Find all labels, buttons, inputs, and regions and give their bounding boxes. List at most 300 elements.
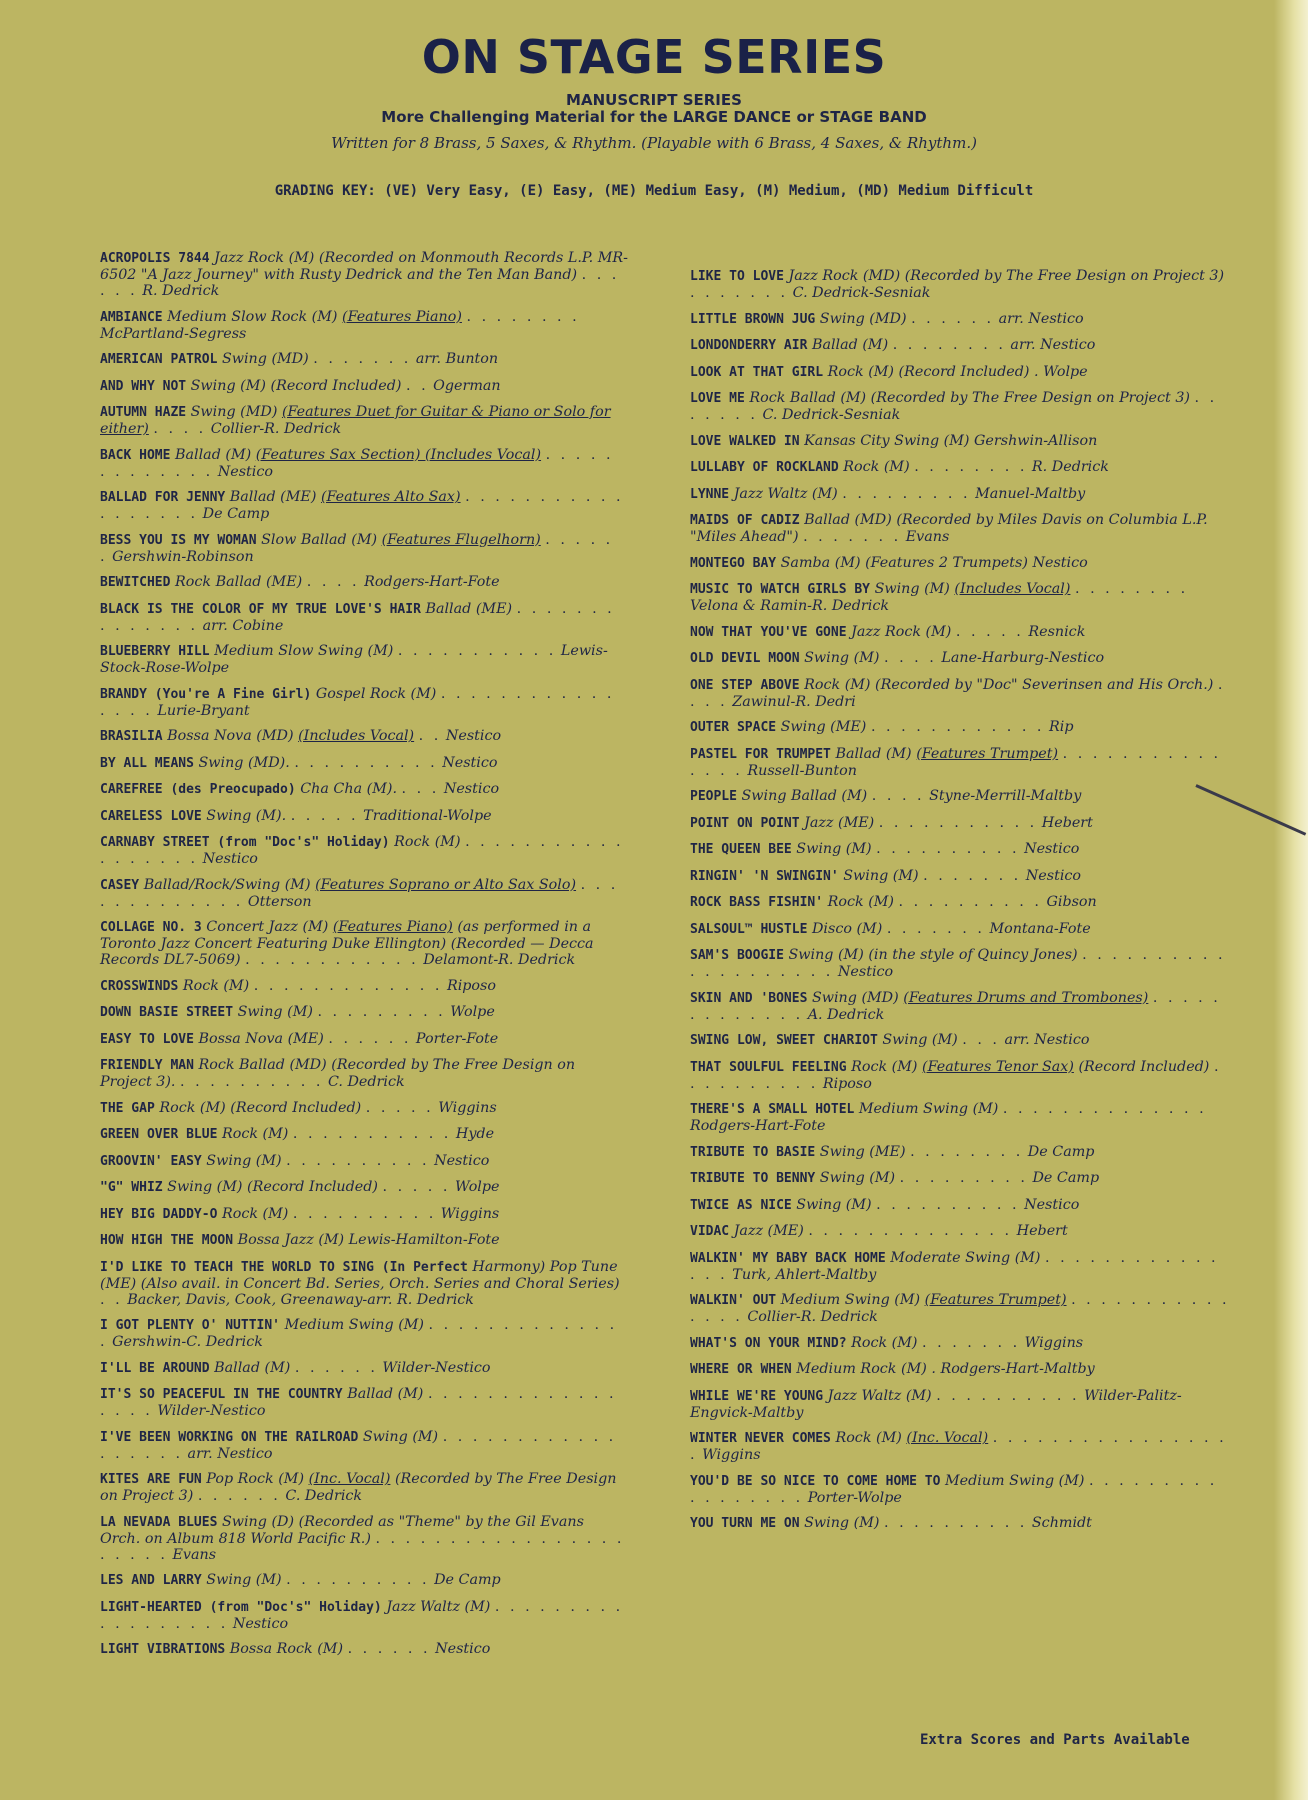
catalog-entry [690, 1430, 1230, 1463]
entry-style: Jazz Waltz (M) [733, 485, 838, 502]
entry-composer: Manuel-Maltby [975, 485, 1086, 502]
catalog-entry [690, 719, 1230, 736]
entry-composer: Lane-Harburg-Nestico [941, 650, 1105, 666]
entry-composer: Wilder-Nestico [382, 1359, 491, 1376]
entry-leader: . . . . . . . . . . . . [245, 952, 419, 968]
catalog-entry [690, 1473, 1230, 1506]
entry-leader: . . . . . . . . . . . . . . . [690, 745, 1222, 779]
entry-style: Ballad (M) [347, 1386, 424, 1402]
entry-style: Jazz Rock (M) (Recorded on Monmouth Records L.P. MR-6502 "A Jazz Journey" with Rusty Dedrick and the Ten Man Band) [100, 250, 628, 283]
entry-title: LITTLE BROWN JUG [690, 311, 816, 327]
entry-composer: Riposo [446, 977, 496, 994]
catalog-entry [690, 311, 1230, 328]
entry-title: LES AND LARRY [100, 1573, 202, 1588]
entry-style: Swing (MD). [198, 754, 290, 771]
entry-leader: . . . . . . . . . . . [878, 814, 1038, 831]
entry-feature: (Features Piano) [342, 308, 462, 325]
entry-leader: . . . . . . . . . . [876, 841, 1020, 857]
entry-leader: . . . . [306, 574, 360, 590]
entry-leader: . . . . . . . . . . [292, 1205, 437, 1222]
entry-composer: Delamont-R. Dedrick [423, 952, 576, 968]
entry-composer: Porter-Wolpe [807, 1489, 902, 1506]
entry-feature: (Features Drums and Trombones) [903, 989, 1149, 1006]
catalog-entry [100, 1100, 628, 1117]
catalog-entry [690, 921, 1230, 938]
entry-leader: . . . . . . [100, 267, 620, 299]
entry-title: WHILE WE'RE YOUNG [690, 1388, 824, 1404]
entry-composer: Hebert [1016, 1223, 1068, 1239]
catalog-entry [690, 364, 1230, 381]
entry-style: Swing (M) [804, 1515, 880, 1531]
entry-style: Swing (M) [206, 1572, 282, 1588]
entry-style: Swing (M) [874, 581, 950, 597]
catalog-entry [690, 1223, 1230, 1240]
entry-leader: . . . . . . . . . . . . . . [808, 1223, 1013, 1239]
entry-composer: Zawinul-R. Dedri [732, 693, 856, 710]
entry-title: LIGHT-HEARTED (from "Doc's" Holiday) [100, 1599, 382, 1615]
entry-composer: Nestico [442, 754, 498, 771]
entry-composer: De Camp [434, 1572, 501, 1588]
entry-feature: (Inc. Vocal) [308, 1471, 391, 1487]
entry-leader: . . . . . . . . . . [180, 1074, 324, 1090]
entry-title: TWICE AS NICE [690, 1197, 792, 1213]
entry-leader: . . . . . . . . . . . . . . . . . . [100, 1428, 617, 1462]
entry-title: AND WHY NOT [100, 378, 187, 394]
entry-leader: . . . . . . . . . . . . . . . . . . [100, 489, 624, 522]
entry-feature: (Features Soprano or Alto Sax Solo) [315, 876, 577, 893]
entry-title: SAM'S BOOGIE [690, 948, 784, 963]
entry-title: LIKE TO LOVE [690, 269, 784, 284]
entry-style: Slow Ballad (M) [261, 531, 378, 548]
entry-title: WALKIN' OUT [690, 1293, 777, 1308]
entry-title: HOW HIGH THE MOON [100, 1233, 234, 1248]
entry-leader: . . . . . . . . [914, 459, 1028, 475]
entry-style: Swing (M) [206, 1152, 282, 1169]
catalog-entry [690, 947, 1230, 980]
entry-leader: . . . . . . . . . . . . . . . . [100, 685, 615, 719]
entry-composer: Rip [1049, 719, 1074, 735]
entry-title: TRIBUTE TO BENNY [690, 1171, 816, 1186]
entry-leader: . . . . . . . . . . . . . . . . . [690, 1472, 1218, 1506]
catalog-entry [100, 250, 628, 299]
catalog-entry [100, 404, 628, 437]
entry-leader: . . . . . . . . [910, 1143, 1024, 1160]
entry-composer: A. Dedrick [807, 1006, 885, 1023]
catalog-entry [100, 574, 628, 591]
entry-composer: Turk, Ahlert-Maltby [732, 1266, 877, 1283]
entry-composer: C. Dedrick-Sesniak [792, 285, 931, 301]
entry-style: Moderate Swing (M) [890, 1249, 1041, 1266]
entry-feature: (Features Trumpet) [916, 745, 1059, 762]
entry-leader: . . . . . . . . . . . . . [100, 446, 614, 480]
entry-title: GROOVIN' EASY [100, 1153, 202, 1169]
entry-title: YOU TURN ME ON [690, 1516, 800, 1531]
entry-style: Ballad (ME) [229, 489, 317, 505]
entry-title: POINT ON POINT [690, 815, 800, 831]
entry-style: Jazz Rock (MD) (Recorded by The Free Design on Project 3) [788, 268, 1225, 284]
entry-leader: . . . . . . . . [1074, 581, 1189, 597]
entry-leader: . . . . . . . . . . [286, 1152, 430, 1169]
catalog-entry [100, 1031, 628, 1048]
entry-style: Swing (M) [362, 1428, 439, 1445]
catalog-entry [100, 755, 628, 772]
entry-leader: . . . . . . . [803, 529, 902, 545]
entry-composer: De Camp [202, 506, 270, 522]
entry-feature: (Includes Vocal) [298, 728, 415, 744]
catalog-entry [100, 978, 628, 995]
entry-leader: . . . . . . . . . . . . . [253, 977, 443, 994]
entry-leader: . . . . . . . [922, 1334, 1021, 1351]
entry-composer: Nestico [1024, 841, 1080, 857]
entry-style: Ballad (MD) (Recorded by Miles Davis on Columbia L.P. "Miles Ahead") [690, 512, 1208, 545]
entry-note: (as performed in a Toronto Jazz Concert Featuring Duke Ellington) (Recorded — Decca Records DL7-5069) [100, 919, 594, 968]
entry-leader: . . . . . . . . . . . . . . [100, 600, 615, 634]
entry-leader: . . . . . . . . . . [294, 754, 438, 771]
entry-style: Swing (ME) [819, 1143, 906, 1160]
catalog-entry [100, 351, 628, 368]
entry-title: BESS YOU IS MY WOMAN [100, 532, 257, 548]
entry-title: TRIBUTE TO BASIE [690, 1144, 816, 1160]
entry-style: Bossa Rock (M) [229, 1641, 344, 1657]
entry-composer: Wiggins [438, 1099, 497, 1116]
entry-style: Medium Swing (M) [284, 1317, 424, 1333]
entry-leader: . . . . . . . . . . . . . . . [690, 1292, 1230, 1325]
entry-feature: (Features Tenor Sax) [922, 1058, 1074, 1075]
entry-title: ACROPOLIS 7844 [100, 251, 210, 266]
entry-title: AUTUMN HAZE [100, 405, 187, 420]
entry-composer: Lurie-Bryant [157, 702, 250, 719]
entry-note: (Recorded by The Free Design on Project 3) [100, 1471, 617, 1504]
catalog-entry [690, 1059, 1230, 1092]
entry-composer: R. Dedrick [1031, 459, 1109, 475]
entry-leader: . . . . . . . . . . . . . . . . . . . . . . [100, 1530, 625, 1563]
entry-title: WHAT'S ON YOUR MIND? [690, 1335, 847, 1351]
series-subtitle: MANUSCRIPT SERIES [566, 91, 742, 109]
entry-composer: De Camp [1027, 1143, 1095, 1160]
catalog-entry [100, 808, 628, 825]
entry-leader: . . . . . . . [690, 285, 789, 301]
entry-style: Medium Swing (M) [945, 1472, 1085, 1489]
entry-composer: C. Dedrick [327, 1074, 405, 1090]
entry-leader: . . . . . . . . . . [936, 1387, 1080, 1404]
catalog-entry [690, 1144, 1230, 1161]
entry-composer: Wolpe [1043, 363, 1088, 380]
catalog-entry [690, 390, 1230, 423]
entry-title: CARNABY STREET (from "Doc's" Holiday) [100, 835, 390, 850]
entry-composer: McPartland-Segress [100, 325, 247, 342]
entry-composer: Ogerman [433, 377, 501, 394]
catalog-entry [100, 1514, 628, 1563]
left-column [100, 250, 628, 1668]
entry-feature: (Inc. Vocal) [906, 1430, 989, 1446]
entry-title: AMERICAN PATROL [100, 352, 218, 367]
catalog-entry [690, 815, 1230, 832]
entry-feature: (Includes Vocal) [954, 581, 1071, 597]
entry-title: CARELESS LOVE [100, 808, 202, 824]
entry-composer: Nestico [1024, 1196, 1080, 1213]
entry-title: BALLAD FOR JENNY [100, 490, 226, 505]
entry-leader: . . . . . . [911, 310, 995, 327]
entry-composer: Backer, Davis, Cook, Greenaway-arr. R. Dedrick [127, 1291, 474, 1308]
entry-composer: Lewis-Stock-Rose-Wolpe [100, 643, 608, 676]
catalog-entry [690, 990, 1230, 1023]
entry-composer: Collier-R. Dedrick [210, 421, 342, 437]
entry-title: WINTER NEVER COMES [690, 1431, 831, 1446]
entry-leader: . . . . . . . . . . . . . . . . . [690, 1430, 1227, 1463]
entry-title: GREEN OVER BLUE [100, 1127, 218, 1142]
entry-style: Swing (M) [843, 867, 919, 884]
catalog-entry [690, 581, 1230, 614]
entry-leader: . . . . . . . . . . . . . . [100, 1317, 618, 1350]
entry-title: DOWN BASIE STREET [100, 1005, 234, 1020]
entry-style: Swing (MD) [811, 989, 899, 1006]
entry-composer: Styne-Merrill-Maltby [929, 788, 1082, 804]
entry-title: AMBIANCE [100, 309, 163, 325]
entry-leader: . . . . . . . . . . . . . . . . . . [100, 1598, 624, 1632]
entry-leader: . . . . . . . [886, 920, 985, 937]
entry-composer: Gershwin-Robinson [112, 548, 254, 565]
entry-feature: (Features Sax Section) (Includes Vocal) [255, 446, 542, 463]
entry-composer: Russell-Bunton [747, 762, 857, 779]
catalog-entry [690, 1250, 1230, 1283]
entry-composer: Nestico [445, 728, 502, 744]
catalog-entry [100, 877, 628, 910]
entry-composer: Lewis-Hamilton-Fote [348, 1232, 500, 1248]
entry-style: Rock (M) [182, 977, 250, 994]
entry-style: Jazz Waltz (M) [386, 1598, 491, 1615]
entry-leader: . . . . . . [100, 531, 614, 565]
entry-composer: Wolpe [454, 1179, 500, 1195]
entry-leader: . . . [962, 1032, 1000, 1048]
entry-style: Swing (M) [237, 1004, 313, 1020]
catalog-entry [100, 1572, 628, 1589]
catalog-entry [690, 1197, 1230, 1214]
entry-composer: Wilder-Nestico [157, 1403, 266, 1419]
entry-composer: R. Dedrick [142, 283, 220, 299]
entry-composer: Nestico [202, 851, 258, 867]
entry-leader: . . . . . . [197, 1488, 281, 1504]
entry-feature: (Features Flugelhorn) [381, 531, 541, 548]
entry-title: LOVE WALKED IN [690, 433, 800, 449]
entry-title: THE GAP [100, 1100, 155, 1116]
catalog-entry [690, 746, 1230, 779]
entry-title: OUTER SPACE [690, 720, 777, 735]
entry-title: HEY BIG DADDY-O [100, 1206, 218, 1222]
entry-composer: Rodgers-Hart-Fote [364, 574, 500, 590]
entry-composer: arr. Nestico [187, 1445, 273, 1462]
entry-title: IT'S SO PEACEFUL IN THE COUNTRY [100, 1387, 343, 1402]
catalog-entry [690, 677, 1230, 710]
entry-style: Bossa Jazz (M) [237, 1232, 345, 1248]
entry-style: Harmony) Pop Tune (ME) (Also avail. in Concert Bd. Series, Orch. Series and Choral Series) [100, 1258, 620, 1292]
entry-style: Bossa Nova (MD) [167, 728, 294, 744]
catalog-entry [100, 378, 628, 395]
entry-title: THAT SOULFUL FEELING [690, 1059, 847, 1075]
entry-style: Rock (M) [221, 1126, 289, 1142]
entry-title: BRASILIA [100, 729, 163, 744]
entry-style: Swing (M) [882, 1032, 958, 1048]
entry-style: Kansas City Swing (M) [804, 432, 970, 449]
entry-leader: . . . . . . [347, 1641, 431, 1657]
entry-leader: . . . . . [382, 1179, 451, 1195]
entry-title: LYNNE [690, 486, 730, 502]
entry-leader: . . [418, 728, 442, 744]
entry-leader: . . . . . [955, 623, 1024, 640]
entry-title: I GOT PLENTY O' NUTTIN' [100, 1318, 281, 1333]
entry-composer: Wiggins [440, 1205, 500, 1222]
series-description: More Challenging Material for the LARGE DANCE or STAGE BAND [381, 108, 927, 126]
catalog-entry [690, 512, 1230, 545]
catalog-entry [690, 1170, 1230, 1187]
entry-composer: Wilder-Palitz-Engvick-Maltby [690, 1387, 1182, 1421]
right-column [690, 268, 1230, 1542]
entry-style: Medium Slow Swing (M) [214, 643, 394, 659]
entry-note: (Record Included) [1078, 1058, 1210, 1075]
entry-style: Rock (M) (Record Included) . [827, 363, 1039, 380]
catalog-entry [100, 1232, 628, 1249]
catalog-entry [100, 1386, 628, 1419]
entry-style: Medium Rock (M) . [796, 1361, 936, 1377]
entry-composer: C. Dedrick [285, 1488, 363, 1504]
entry-composer: Traditional-Wolpe [363, 807, 492, 824]
entry-composer: C. Dedrick-Sesniak [762, 407, 901, 423]
entry-title: EASY TO LOVE [100, 1031, 194, 1047]
entry-composer: Nestico [435, 1641, 491, 1657]
entry-style: Rock Ballad (M) (Recorded by The Free Design on Project 3) [749, 390, 1190, 406]
catalog-entry [690, 1361, 1230, 1378]
entry-style: Disco (M) [811, 920, 883, 937]
catalog-entry [690, 624, 1230, 641]
entry-composer: Nestico [443, 781, 500, 797]
entry-title: THERE'S A SMALL HOTEL [690, 1102, 855, 1117]
catalog-entry [100, 1317, 628, 1350]
entry-leader: . . . . . . . [923, 867, 1022, 884]
entry-composer: Wiggins [1024, 1334, 1084, 1351]
entry-style: Swing (M) (Record Included) [167, 1179, 378, 1195]
entry-style: Swing (M) (in the style of Quincy Jones) [788, 947, 1078, 963]
catalog-entry [100, 532, 628, 565]
entry-style: Ballad (M) [214, 1359, 291, 1376]
entry-style: Swing Ballad (M) [741, 788, 868, 804]
entry-composer: Nestico [1025, 867, 1082, 884]
entry-leader: . . . . . . . . . . [876, 1196, 1020, 1213]
entry-title: VIDAC [690, 1224, 730, 1239]
entry-style: Swing (MD) [819, 310, 907, 327]
entry-title: OLD DEVIL MOON [690, 651, 800, 666]
entry-title: I'D LIKE TO TEACH THE WORLD TO SING (In Perfect [100, 1259, 468, 1275]
entry-style: Rock (M) [827, 894, 894, 910]
catalog-entry [690, 337, 1230, 354]
catalog-entry [100, 781, 628, 798]
entry-leader: . . . . . . . . . . . . . [690, 989, 1221, 1023]
entry-title: MAIDS OF CADIZ [690, 513, 800, 528]
entry-composer: Nestico [434, 1152, 490, 1169]
entry-leader: . . . . [153, 421, 207, 437]
entry-feature: (Features Duet for Guitar & Piano or Solo for either) [100, 404, 611, 437]
entry-composer: Rodgers-Hart-Maltby [940, 1361, 1095, 1377]
entry-leader: . . . . . . . . . . . . . [100, 876, 619, 910]
entry-style: Cha Cha (M). [300, 781, 397, 797]
entry-title: PEOPLE [690, 789, 737, 804]
entry-title: FRIENDLY MAN [100, 1058, 194, 1073]
entry-title: WHERE OR WHEN [690, 1362, 792, 1377]
entry-composer: De Camp [1032, 1170, 1100, 1186]
entry-title: BLUEBERRY HILL [100, 644, 210, 659]
entry-title: CROSSWINDS [100, 978, 179, 994]
entry-leader: . . . . . . [328, 1030, 412, 1047]
entry-title: MUSIC TO WATCH GIRLS BY [690, 582, 871, 597]
entry-title: LIGHT VIBRATIONS [100, 1642, 226, 1657]
entry-style: Ballad (ME) [425, 600, 513, 617]
entry-leader: . . . . . . . . . . . . . . . [690, 1249, 1219, 1283]
catalog-entry [690, 650, 1230, 667]
entry-title: BLACK IS THE COLOR OF MY TRUE LOVE'S HAIR [100, 601, 421, 617]
entry-style: Rock (M) [851, 1058, 918, 1075]
entry-style: Rock (M) [835, 1430, 902, 1446]
entry-composer: Otterson [247, 893, 312, 910]
entry-composer: Resnick [1028, 623, 1086, 640]
entry-composer: Velona & Ramin-R. Dedrick [690, 598, 889, 614]
entry-title: PASTEL FOR TRUMPET [690, 746, 831, 762]
entry-title: NOW THAT YOU'VE GONE [690, 624, 847, 640]
entry-composer: Evans [905, 529, 950, 545]
entry-style: Swing (M) [804, 650, 880, 666]
entry-title: RINGIN' 'N SWINGIN' [690, 868, 839, 884]
entry-title: COLLAGE NO. 3 [100, 920, 202, 935]
entry-style: Rock Ballad (ME) [175, 574, 303, 590]
entry-composer: Hebert [1041, 814, 1093, 831]
entry-leader: . . . . [690, 676, 1226, 710]
catalog-entry [690, 433, 1230, 450]
entry-composer: arr. Cobine [202, 617, 284, 634]
catalog-entry [690, 555, 1230, 572]
entry-style: Swing (ME) [780, 719, 867, 735]
entry-style: Jazz (ME) [733, 1223, 804, 1239]
entry-composer: Nestico [837, 964, 894, 980]
entry-title: I'VE BEEN WORKING ON THE RAILROAD [100, 1429, 359, 1445]
entry-style: Medium Swing (M) [858, 1101, 999, 1117]
catalog-entry [100, 1599, 628, 1632]
entry-leader: . . . . . . . [690, 390, 1218, 423]
entry-composer: arr. Bunton [415, 351, 499, 367]
entry-title: ONE STEP ABOVE [690, 677, 800, 693]
entry-composer: Nestico [232, 1615, 289, 1632]
entry-leader: . . . . [883, 650, 937, 666]
entry-title: LULLABY OF ROCKLAND [690, 460, 839, 475]
entry-style: Rock (M) [851, 1334, 918, 1351]
catalog-entry [690, 788, 1230, 805]
entry-title: KITES ARE FUN [100, 1472, 202, 1487]
catalog-entry [100, 447, 628, 480]
entry-composer: arr. Nestico [998, 310, 1084, 327]
entry-leader: . . . . . . [294, 1359, 378, 1376]
catalog-entry [100, 1057, 628, 1090]
catalog-entry [100, 489, 628, 522]
entry-style: Swing (D) (Recorded as "Theme" by the Gil Evans Orch. on Album 818 World Pacific R.) [100, 1513, 584, 1547]
entry-style: Jazz (ME) [804, 814, 875, 831]
entry-title: CASEY [100, 877, 140, 893]
catalog-entry [100, 309, 628, 342]
entry-style: Swing (M) [796, 1196, 872, 1213]
catalog-entry [690, 268, 1230, 301]
page-edge [1274, 0, 1308, 1800]
catalog-entry [690, 486, 1230, 503]
catalog-entry [100, 1360, 628, 1377]
entry-style: Jazz Rock (M) [851, 623, 952, 640]
entry-style: Bossa Nova (ME) [198, 1030, 324, 1047]
entry-feature: (Features Piano) [332, 919, 453, 935]
entry-title: BACK HOME [100, 447, 171, 463]
